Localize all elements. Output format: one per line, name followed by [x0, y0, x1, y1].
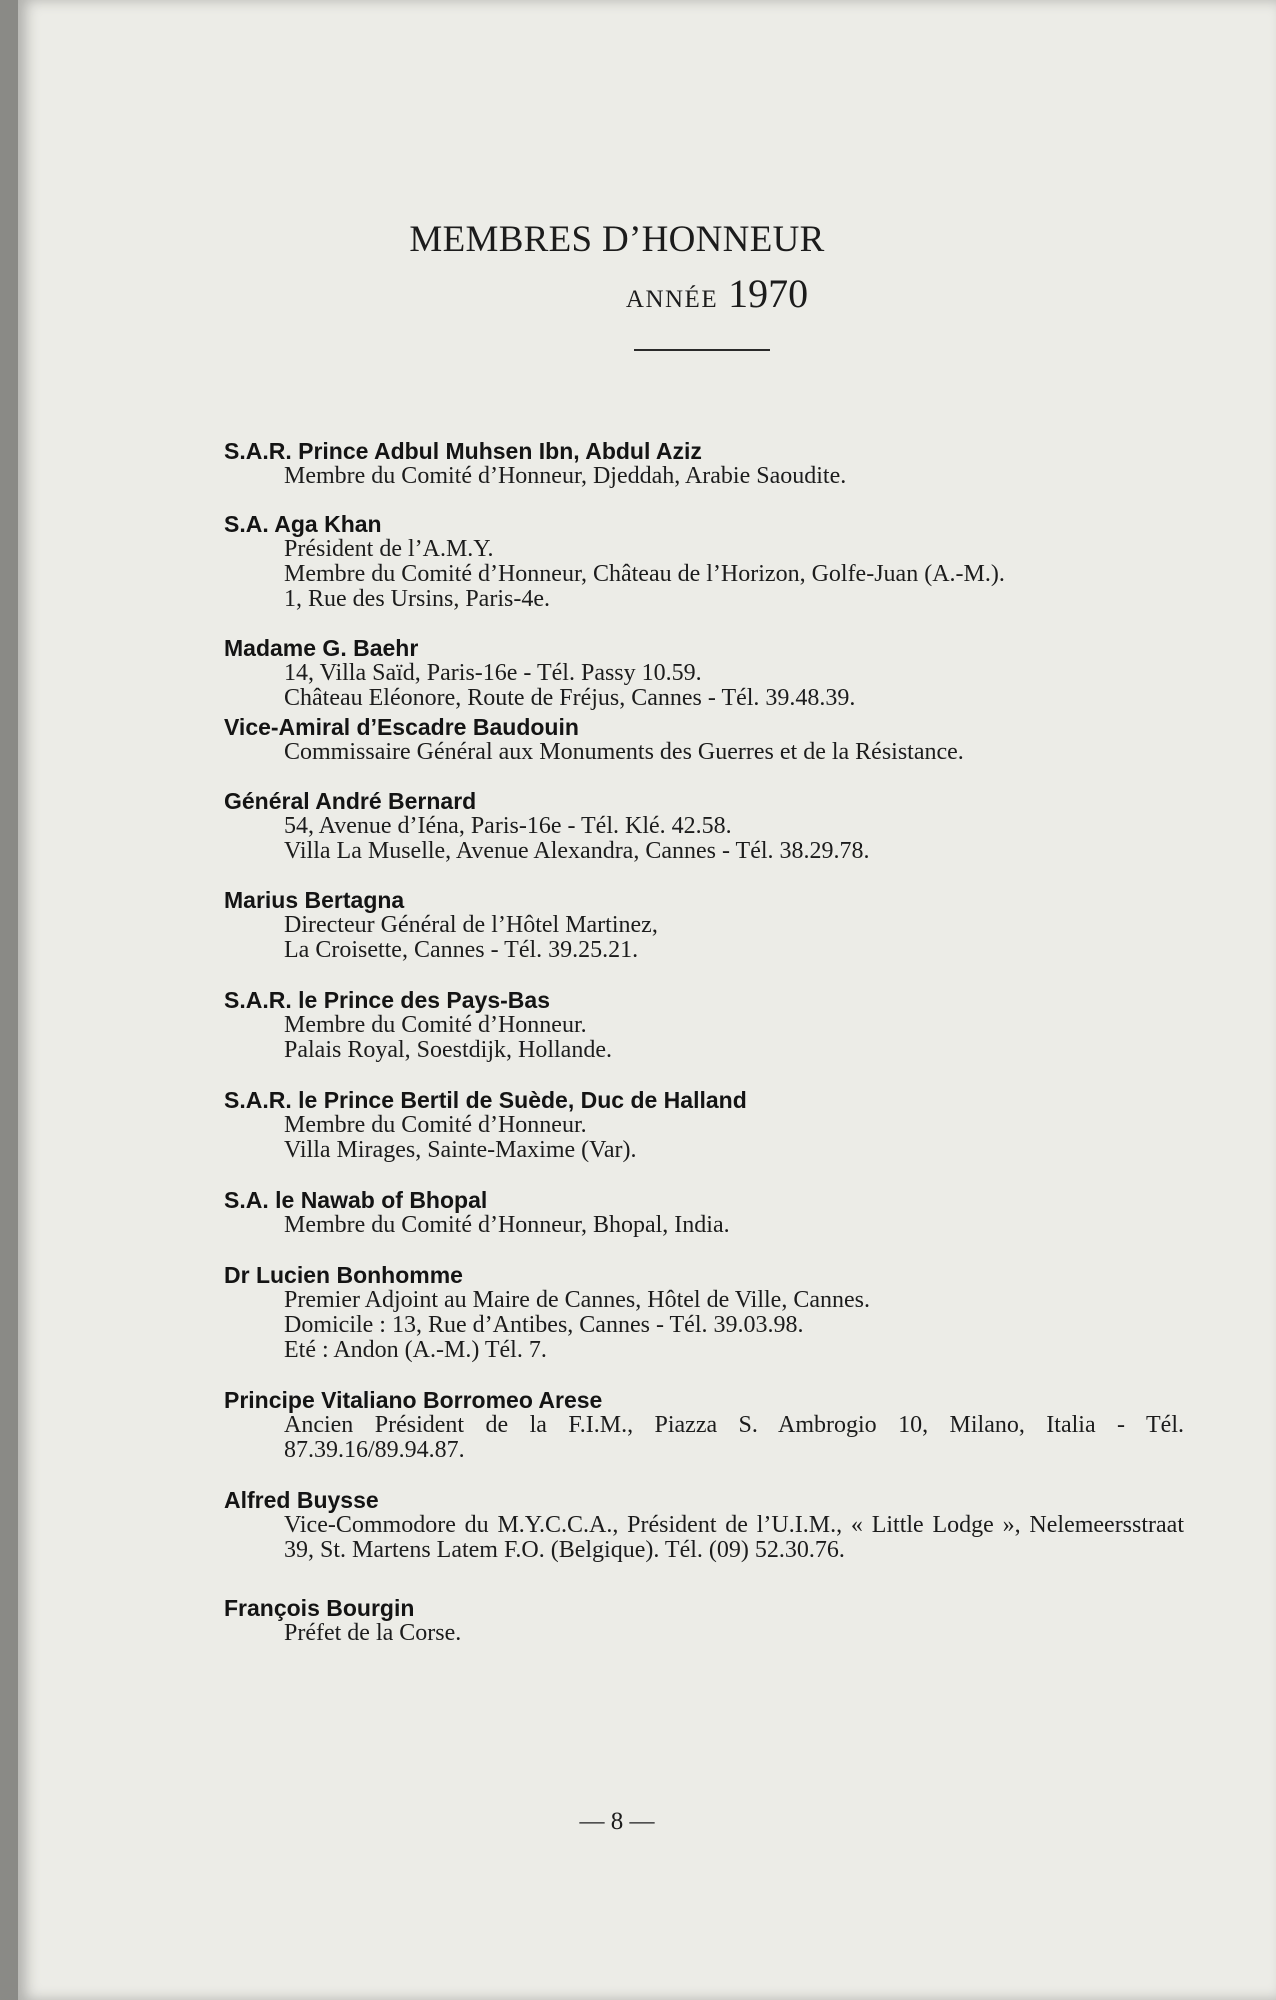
member-detail: Domicile : 13, Rue d’Antibes, Cannes - Tél. 39.03.98. — [284, 1312, 804, 1338]
member-detail: Villa La Muselle, Avenue Alexandra, Cannes - Tél. 38.29.78. — [284, 838, 870, 864]
member-detail: Ancien Président de la F.I.M., Piazza S. Ambrogio 10, Milano, Italia - Tél. 87.39.16/89.94.87. — [284, 1412, 1184, 1463]
member-detail: 54, Avenue d’Iéna, Paris-16e - Tél. Klé. 42.58. — [284, 813, 732, 839]
member-entry — [224, 1187, 1184, 1238]
year-label: ANNÉE — [625, 286, 719, 313]
member-detail: 14, Villa Saïd, Paris-16e - Tél. Passy 10.59. — [284, 660, 702, 686]
member-entry — [224, 1595, 1184, 1646]
member-detail: Membre du Comité d’Honneur, Château de l’Horizon, Golfe-Juan (A.-M.). — [284, 561, 1005, 587]
member-detail: Premier Adjoint au Maire de Cannes, Hôtel de Ville, Cannes. — [284, 1287, 870, 1313]
member-detail: Directeur Général de l’Hôtel Martinez, — [284, 912, 658, 938]
member-entry — [224, 788, 1184, 864]
member-detail: Palais Royal, Soestdijk, Hollande. — [284, 1037, 612, 1063]
document-page — [18, 0, 1276, 2000]
member-name: S.A.R. le Prince des Pays-Bas — [224, 987, 550, 1013]
member-entry — [224, 887, 1184, 963]
member-detail: 1, Rue des Ursins, Paris-4e. — [284, 586, 550, 612]
member-detail: La Croisette, Cannes - Tél. 39.25.21. — [284, 937, 639, 963]
member-detail: Membre du Comité d’Honneur. — [284, 1112, 587, 1138]
member-name: S.A.R. le Prince Bertil de Suède, Duc de Halland — [224, 1087, 747, 1113]
year-heading — [18, 270, 1276, 317]
member-name: S.A.R. Prince Adbul Muhsen Ibn, Abdul Aziz — [224, 438, 702, 464]
title-divider — [634, 349, 770, 351]
year-value: 1970 — [728, 271, 809, 316]
member-entry — [224, 714, 1184, 765]
member-name: Madame G. Baehr — [224, 635, 419, 661]
member-name: Général André Bernard — [224, 788, 477, 814]
member-name: S.A. Aga Khan — [224, 511, 382, 537]
page-number: — 8 — — [579, 1808, 655, 1835]
member-list — [224, 438, 1184, 1646]
member-name: Principe Vitaliano Borromeo Arese — [224, 1387, 603, 1413]
member-entry — [224, 987, 1184, 1063]
member-name: Marius Bertagna — [224, 887, 405, 913]
member-detail: Eté : Andon (A.-M.) Tél. 7. — [284, 1337, 547, 1363]
page-title: MEMBRES D’HONNEUR — [409, 219, 825, 260]
member-entry — [224, 1262, 1184, 1363]
member-entry — [224, 1487, 1184, 1563]
member-detail: Membre du Comité d’Honneur, Bhopal, India. — [284, 1212, 730, 1238]
member-name: François Bourgin — [224, 1595, 415, 1621]
member-entry — [224, 1087, 1184, 1163]
member-detail: Vice-Commodore du M.Y.C.C.A., Président de l’U.I.M., « Little Lodge », Nelemeersstraat 39, St. Martens Latem F.O. (Belgique). Tél. (09) 52.30.76. — [284, 1512, 1184, 1563]
member-detail: Château Eléonore, Route de Fréjus, Cannes - Tél. 39.48.39. — [284, 685, 856, 711]
member-entry — [224, 635, 1184, 711]
member-detail: Préfet de la Corse. — [284, 1620, 462, 1646]
member-name: Dr Lucien Bonhomme — [224, 1262, 463, 1288]
member-entry — [224, 511, 1184, 612]
member-name: Alfred Buysse — [224, 1487, 379, 1513]
member-detail: Président de l’A.M.Y. — [284, 536, 494, 562]
member-detail: Villa Mirages, Sainte-Maxime (Var). — [284, 1137, 637, 1163]
member-detail: Membre du Comité d’Honneur. — [284, 1012, 587, 1038]
member-detail: Membre du Comité d’Honneur, Djeddah, Arabie Saoudite. — [284, 463, 847, 489]
member-detail: Commissaire Général aux Monuments des Guerres et de la Résistance. — [284, 739, 964, 765]
member-name: S.A. le Nawab of Bhopal — [224, 1187, 488, 1213]
member-entry — [224, 1387, 1184, 1463]
member-name: Vice-Amiral d’Escadre Baudouin — [224, 714, 579, 740]
member-entry — [224, 438, 1184, 489]
